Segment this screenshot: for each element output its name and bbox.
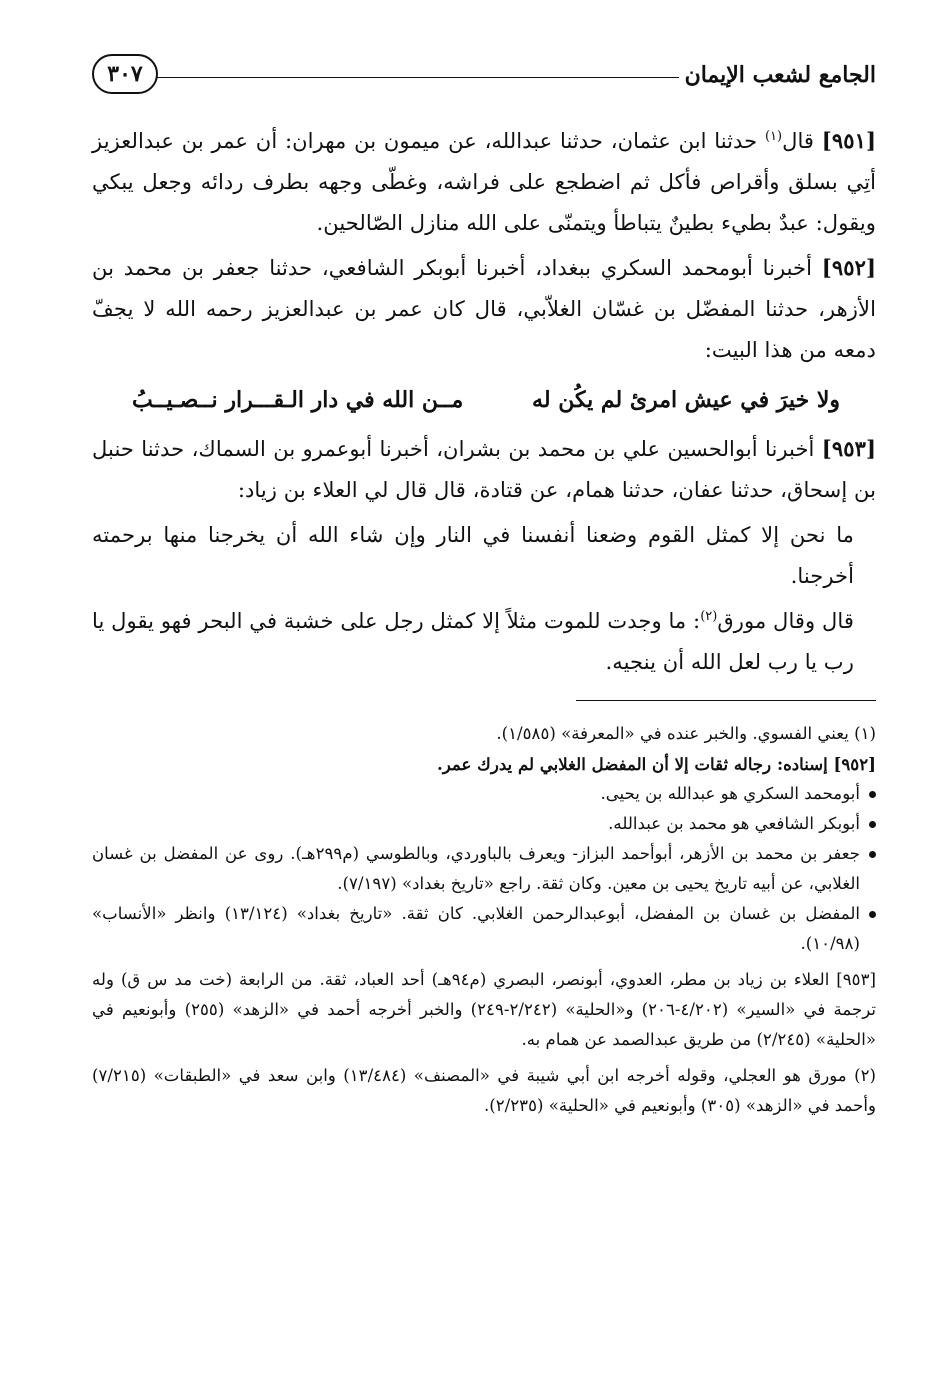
- page-header: [92, 30, 876, 102]
- poetry-verse: [132, 378, 840, 422]
- paragraph-mowarriq: [92, 600, 876, 682]
- verse-second-half: مــن الله في دار الـقـــرار نــصـيــبُ: [132, 387, 464, 413]
- text-segment: حدثنا ابن عثمان، حدثنا عبدالله، عن ميمون بن مهران: أن عمر بن عبدالعزيز أتِي بسلق وأقراص فأكل ثم اضطجع على فراشه، وغطّى وجهه بطرف ردائه وجعل يبكي ويقول: عبدٌ بطيء بطينٌ يتباطأ ويتمنّى على الله منازل الصّالحين.: [92, 128, 876, 235]
- footnote-separator: [576, 700, 876, 701]
- bullet-icon: [869, 851, 876, 858]
- running-title: الجامع لشعب الإيمان: [684, 62, 876, 88]
- book-page: [92, 30, 876, 1350]
- hadith-number: [٩٥١]: [821, 128, 876, 153]
- narrator-item: [92, 779, 876, 809]
- narrator-list: [92, 779, 876, 959]
- narrator-text: جعفر بن محمد بن الأزهر، أبوأحمد البزاز- ويعرف بالباوردي، وبالطوسي (م٢٩٩هـ). روى عن المفضل بن غسان الغلابي، عن أبيه تاريخ يحيى بن معين. وكان ثقة. راجع «تاريخ بغداد» (٧/١٩٧).: [92, 844, 860, 893]
- footnotes: [92, 719, 876, 1121]
- verse-first-half: ولا خيرَ في عيش امرئ لم يكُن له: [532, 387, 840, 413]
- footnote-ref[interactable]: (١): [764, 128, 783, 144]
- isnad-note-952: [٩٥٢] إسناده: رجاله ثقات إلا أن المفضل الغلابي لم يدرك عمر.: [436, 754, 876, 774]
- hadith-number: [٩٥٣]: [821, 436, 876, 461]
- header-rule: [132, 77, 679, 78]
- narrator-item: [92, 809, 876, 839]
- page-number: ٣٠٧: [92, 54, 158, 94]
- narrator-text: أبوبكر الشافعي هو محمد بن عبدالله.: [608, 814, 860, 833]
- bullet-icon: [869, 911, 876, 918]
- text-segment: قال: [782, 128, 822, 153]
- paragraph-952: [92, 247, 876, 370]
- bullet-icon: [869, 821, 876, 828]
- note-953: [٩٥٣] العلاء بن زياد بن مطر، العدوي، أبونصر، البصري (م٩٤هـ) أحد العباد، ثقة. من الرابعة (خت مد س ق) وله ترجمة في «السير» (٤/٢٠٢-٢٠٦) و«الحلية» (٢/٢٤٢-٢٤٩) والخبر أخرجه أحمد في «الزهد» (٢٥٥) وأبونعيم في «الحلية» (٢/٢٤٥) من طريق عبدالصمد عن همام به.: [92, 970, 876, 1049]
- text-segment: أخبرنا أبوالحسين علي بن محمد بن بشران، أخبرنا أبوعمرو بن السماك، حدثنا حنبل بن إسحاق، حدثنا عفان، حدثنا همام، عن قتادة، قال قال لي العلاء بن زياد:: [92, 436, 876, 502]
- narrator-text: المفضل بن غسان بن المفضل، أبوعبدالرحمن الغلابي. كان ثقة. «تاريخ بغداد» (١٣/١٢٤) وانظر «الأنساب» (١٠/٩٨).: [92, 904, 861, 953]
- quote-paragraph: ما نحن إلا كمثل القوم وضعنا أنفسنا في النار وإن شاء الله أن يخرجنا منها برحمته أخرجنا.: [92, 522, 854, 588]
- footnote-ref[interactable]: (٢): [700, 608, 718, 624]
- narrator-text: أبومحمد السكري هو عبدالله بن يحيى.: [600, 784, 860, 803]
- footnote-2: (٢) مورق هو العجلي، وقوله أخرجه ابن أبي شيبة في «المصنف» (١٣/٤٨٤) وابن سعد في «الطبقات» (٧/٢١٥) وأحمد في «الزهد» (٣٠٥) وأبونعيم في «الحلية» (٢/٢٣٥).: [92, 1066, 876, 1115]
- narrator-item: [92, 899, 876, 959]
- narrator-item: [92, 839, 876, 899]
- hadith-number: [٩٥٢]: [821, 255, 876, 280]
- text-segment: قال وقال مورق: [717, 608, 854, 633]
- paragraph-951: [92, 120, 876, 243]
- paragraph-953: [92, 428, 876, 510]
- main-text: [92, 120, 876, 682]
- text-segment: أخبرنا أبومحمد السكري ببغداد، أخبرنا أبوبكر الشافعي، حدثنا جعفر بن محمد بن الأزهر، حدثنا المفضّل بن غسّان الغلاّبي، قال كان عمر بن عبدالعزيز رحمه الله لا يجفّ دمعه من هذا البيت:: [92, 255, 876, 362]
- footnote-1: (١) يعني الفسوي. والخبر عنده في «المعرفة» (١/٥٨٥).: [496, 724, 876, 743]
- text-segment: : ما وجدت للموت مثلاً إلا كمثل رجل على خشبة في البحر فهو يقول يا رب يا رب لعل الله أن ينجيه.: [92, 608, 854, 674]
- bullet-icon: [869, 791, 876, 798]
